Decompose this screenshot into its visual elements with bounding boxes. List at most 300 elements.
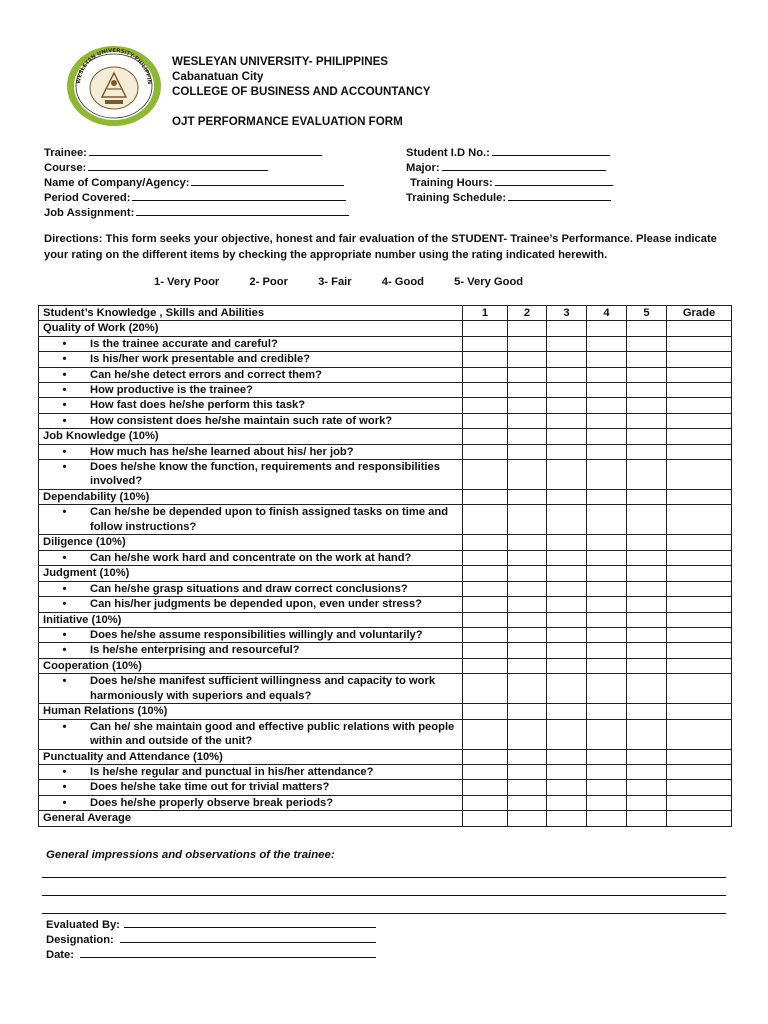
rating-cell-1[interactable] — [463, 597, 508, 612]
training-schedule-line[interactable] — [508, 188, 611, 201]
rating-cell-2[interactable] — [508, 795, 547, 810]
bullet-icon: • — [62, 445, 67, 458]
rating-cell-3[interactable] — [547, 658, 587, 673]
rating-cell-3[interactable] — [547, 490, 587, 505]
criterion-text: How fast does he/she perform this task? — [90, 399, 306, 412]
criterion-cell — [39, 336, 463, 351]
grade-cell[interactable] — [667, 352, 732, 367]
rating-cell-4[interactable] — [587, 367, 627, 382]
grade-cell[interactable] — [667, 490, 732, 505]
grade-cell[interactable] — [667, 795, 732, 810]
rating-cell-1[interactable] — [463, 429, 508, 444]
rating-cell-5[interactable] — [627, 764, 667, 779]
seal-ring-text: WESLEYAN UNIVERSITY-PHILIPPIN — [75, 47, 153, 85]
rating-cell-4[interactable] — [587, 780, 627, 795]
rating-cell-5[interactable] — [627, 704, 667, 719]
criterion-cell — [39, 550, 463, 565]
rating-cell-2[interactable] — [508, 490, 547, 505]
grade-cell[interactable] — [667, 811, 732, 826]
rating-cell-2[interactable] — [508, 674, 547, 704]
grade-cell[interactable] — [667, 550, 732, 565]
rating-cell-3[interactable] — [547, 764, 587, 779]
rating-cell-5[interactable] — [627, 444, 667, 459]
criterion-row — [39, 627, 732, 642]
rating-cell-5[interactable] — [627, 795, 667, 810]
rating-cell-4[interactable] — [587, 643, 627, 658]
rating-cell-4[interactable] — [587, 749, 627, 764]
rating-cell-1[interactable] — [463, 658, 508, 673]
grade-cell[interactable] — [667, 764, 732, 779]
rating-cell-4[interactable] — [587, 627, 627, 642]
evaluated-by-line[interactable] — [124, 915, 376, 928]
grade-cell[interactable] — [667, 780, 732, 795]
rating-cell-1[interactable] — [463, 674, 508, 704]
rating-cell-3[interactable] — [547, 352, 587, 367]
rating-cell-4[interactable] — [587, 352, 627, 367]
rating-cell-5[interactable] — [627, 566, 667, 581]
rating-cell-4[interactable] — [587, 444, 627, 459]
rating-cell-5[interactable] — [627, 505, 667, 535]
category-row — [39, 811, 732, 826]
bullet-icon: • — [62, 399, 67, 412]
rating-cell-3[interactable] — [547, 550, 587, 565]
rating-cell-2[interactable] — [508, 627, 547, 642]
rating-cell-5[interactable] — [627, 398, 667, 413]
rating-cell-3[interactable] — [547, 535, 587, 550]
rating-cell-4[interactable] — [587, 321, 627, 336]
rating-cell-5[interactable] — [627, 550, 667, 565]
impressions-line-2[interactable] — [42, 895, 726, 896]
bullet-icon: • — [62, 582, 67, 595]
rating-cell-4[interactable] — [587, 719, 627, 749]
category-row — [39, 658, 732, 673]
grade-cell[interactable] — [667, 336, 732, 351]
criterion-cell — [39, 597, 463, 612]
rating-cell-4[interactable] — [587, 581, 627, 596]
rating-cell-5[interactable] — [627, 674, 667, 704]
criterion-text: Is the trainee accurate and careful? — [90, 337, 278, 350]
criterion-row — [39, 597, 732, 612]
criterion-cell — [39, 780, 463, 795]
criterion-cell — [39, 460, 463, 490]
bullet-icon: • — [62, 720, 67, 733]
rating-cell-4[interactable] — [587, 764, 627, 779]
category-label: General Average — [39, 811, 463, 826]
rating-cell-2[interactable] — [508, 643, 547, 658]
rating-cell-4[interactable] — [587, 398, 627, 413]
course-line[interactable] — [88, 158, 268, 171]
rating-cell-4[interactable] — [587, 535, 627, 550]
category-row — [39, 612, 732, 627]
rating-cell-3[interactable] — [547, 383, 587, 398]
rating-cell-2[interactable] — [508, 429, 547, 444]
criterion-cell — [39, 795, 463, 810]
rating-cell-2[interactable] — [508, 749, 547, 764]
rating-cell-5[interactable] — [627, 811, 667, 826]
rating-cell-1[interactable] — [463, 612, 508, 627]
criterion-text: Can he/she grasp situations and draw correct conclusions? — [90, 582, 408, 595]
criterion-row — [39, 795, 732, 810]
rating-cell-3[interactable] — [547, 581, 587, 596]
header-criteria: Student’s Knowledge , Skills and Abilities — [39, 306, 463, 321]
rating-cell-1[interactable] — [463, 780, 508, 795]
rating-cell-2[interactable] — [508, 352, 547, 367]
category-row — [39, 749, 732, 764]
table-body — [39, 321, 732, 826]
grade-cell[interactable] — [667, 674, 732, 704]
training-schedule-field[interactable] — [406, 188, 611, 206]
category-label: Judgment (10%) — [39, 566, 463, 581]
rating-cell-2[interactable] — [508, 719, 547, 749]
rating-cell-2[interactable] — [508, 398, 547, 413]
rating-cell-2[interactable] — [508, 780, 547, 795]
criterion-text: How consistent does he/she maintain such rate of work? — [90, 414, 393, 427]
rating-cell-4[interactable] — [587, 550, 627, 565]
criterion-text: Does he/she know the function, requirements and responsibilities involved? — [90, 461, 440, 488]
rating-cell-2[interactable] — [508, 336, 547, 351]
rating-cell-4[interactable] — [587, 566, 627, 581]
rating-cell-1[interactable] — [463, 398, 508, 413]
rating-cell-5[interactable] — [627, 367, 667, 382]
rating-cell-3[interactable] — [547, 429, 587, 444]
grade-cell[interactable] — [667, 367, 732, 382]
category-row — [39, 490, 732, 505]
bullet-icon: • — [62, 796, 67, 809]
rating-cell-5[interactable] — [627, 352, 667, 367]
form-title: OJT PERFORMANCE EVALUATION FORM — [172, 115, 403, 128]
rating-cell-1[interactable] — [463, 627, 508, 642]
bullet-icon: • — [62, 461, 67, 474]
criterion-text: Is he/she regular and punctual in his/her attendance? — [90, 765, 374, 778]
rating-cell-4[interactable] — [587, 674, 627, 704]
grade-cell[interactable] — [667, 505, 732, 535]
criterion-cell — [39, 444, 463, 459]
rating-cell-3[interactable] — [547, 566, 587, 581]
header-rating-3: 3 — [547, 306, 587, 321]
rating-cell-3[interactable] — [547, 460, 587, 490]
rating-cell-3[interactable] — [547, 336, 587, 351]
rating-cell-5[interactable] — [627, 597, 667, 612]
header-grade: Grade — [667, 306, 732, 321]
grade-cell[interactable] — [667, 581, 732, 596]
rating-cell-5[interactable] — [627, 643, 667, 658]
rating-cell-3[interactable] — [547, 674, 587, 704]
criterion-cell — [39, 505, 463, 535]
rating-cell-1[interactable] — [463, 413, 508, 428]
rating-cell-5[interactable] — [627, 336, 667, 351]
scale-fair: 3- Fair — [318, 276, 352, 288]
grade-cell[interactable] — [667, 413, 732, 428]
grade-cell[interactable] — [667, 597, 732, 612]
bullet-icon: • — [62, 384, 67, 397]
rating-cell-1[interactable] — [463, 643, 508, 658]
criterion-cell — [39, 764, 463, 779]
category-row — [39, 704, 732, 719]
rating-cell-5[interactable] — [627, 719, 667, 749]
rating-cell-2[interactable] — [508, 505, 547, 535]
major-line[interactable] — [442, 158, 606, 171]
rating-cell-1[interactable] — [463, 581, 508, 596]
rating-cell-2[interactable] — [508, 383, 547, 398]
rating-cell-5[interactable] — [627, 581, 667, 596]
grade-cell[interactable] — [667, 444, 732, 459]
rating-cell-3[interactable] — [547, 612, 587, 627]
rating-cell-1[interactable] — [463, 367, 508, 382]
grade-cell[interactable] — [667, 627, 732, 642]
rating-cell-5[interactable] — [627, 658, 667, 673]
category-label: Human Relations (10%) — [39, 704, 463, 719]
criterion-text: Can his/her judgments be depended upon, even under stress? — [90, 598, 422, 611]
rating-cell-4[interactable] — [587, 336, 627, 351]
rating-cell-3[interactable] — [547, 321, 587, 336]
category-label: Job Knowledge (10%) — [39, 429, 463, 444]
rating-cell-1[interactable] — [463, 352, 508, 367]
rating-cell-3[interactable] — [547, 627, 587, 642]
criterion-text: Can he/ she maintain good and effective public relations with people within and outside of the unit? — [90, 720, 455, 747]
rating-cell-3[interactable] — [547, 413, 587, 428]
criterion-row — [39, 352, 732, 367]
rating-cell-1[interactable] — [463, 490, 508, 505]
course-label: Course: — [44, 162, 87, 174]
date-field[interactable] — [46, 945, 376, 963]
category-label: Quality of Work (20%) — [39, 321, 463, 336]
rating-cell-2[interactable] — [508, 566, 547, 581]
job-assignment-label: Job Assignment: — [44, 207, 135, 219]
criterion-row — [39, 505, 732, 535]
rating-cell-4[interactable] — [587, 413, 627, 428]
rating-cell-1[interactable] — [463, 719, 508, 749]
rating-cell-2[interactable] — [508, 444, 547, 459]
grade-cell[interactable] — [667, 643, 732, 658]
rating-cell-1[interactable] — [463, 444, 508, 459]
city-name: Cabanatuan City — [172, 70, 264, 83]
bullet-icon: • — [62, 414, 67, 427]
grade-cell[interactable] — [667, 612, 732, 627]
rating-cell-2[interactable] — [508, 764, 547, 779]
job-assignment-field[interactable] — [44, 203, 349, 221]
rating-cell-3[interactable] — [547, 597, 587, 612]
rating-cell-4[interactable] — [587, 383, 627, 398]
rating-cell-1[interactable] — [463, 460, 508, 490]
rating-cell-2[interactable] — [508, 460, 547, 490]
category-row — [39, 566, 732, 581]
bullet-icon: • — [62, 353, 67, 366]
company-line[interactable] — [191, 173, 344, 186]
period-label: Period Covered: — [44, 192, 131, 204]
scale-good: 4- Good — [381, 276, 425, 288]
rating-cell-4[interactable] — [587, 597, 627, 612]
rating-cell-3[interactable] — [547, 398, 587, 413]
grade-cell[interactable] — [667, 383, 732, 398]
period-line[interactable] — [132, 188, 346, 201]
trainee-line[interactable] — [89, 143, 322, 156]
rating-cell-4[interactable] — [587, 795, 627, 810]
rating-cell-2[interactable] — [508, 413, 547, 428]
rating-cell-5[interactable] — [627, 429, 667, 444]
job-assignment-line[interactable] — [136, 203, 349, 216]
criterion-row — [39, 367, 732, 382]
grade-cell[interactable] — [667, 321, 732, 336]
rating-cell-5[interactable] — [627, 749, 667, 764]
criterion-cell — [39, 413, 463, 428]
category-row — [39, 535, 732, 550]
criterion-row — [39, 780, 732, 795]
rating-cell-3[interactable] — [547, 367, 587, 382]
criterion-text: Does he/she assume responsibilities willingly and voluntarily? — [90, 628, 423, 641]
rating-cell-1[interactable] — [463, 535, 508, 550]
rating-cell-5[interactable] — [627, 490, 667, 505]
rating-cell-1[interactable] — [463, 383, 508, 398]
rating-cell-1[interactable] — [463, 336, 508, 351]
criterion-row — [39, 643, 732, 658]
rating-cell-1[interactable] — [463, 749, 508, 764]
rating-cell-5[interactable] — [627, 383, 667, 398]
criterion-row — [39, 444, 732, 459]
grade-cell[interactable] — [667, 704, 732, 719]
rating-cell-3[interactable] — [547, 444, 587, 459]
rating-cell-5[interactable] — [627, 535, 667, 550]
rating-cell-2[interactable] — [508, 581, 547, 596]
criterion-text: Does he/she take time out for trivial matters? — [90, 781, 330, 794]
rating-cell-3[interactable] — [547, 643, 587, 658]
criterion-text: Does he/she manifest sufficient willingness and capacity to work harmoniously with superiors and equals? — [90, 675, 436, 702]
header-rating-1: 1 — [463, 306, 508, 321]
rating-cell-4[interactable] — [587, 505, 627, 535]
bullet-icon: • — [62, 551, 67, 564]
category-label: Diligence (10%) — [39, 535, 463, 550]
criterion-row — [39, 719, 732, 749]
rating-cell-4[interactable] — [587, 612, 627, 627]
rating-cell-4[interactable] — [587, 460, 627, 490]
directions-label: Directions: — [44, 233, 103, 245]
rating-cell-4[interactable] — [587, 704, 627, 719]
criterion-cell — [39, 383, 463, 398]
rating-cell-3[interactable] — [547, 719, 587, 749]
criterion-row — [39, 460, 732, 490]
grade-cell[interactable] — [667, 535, 732, 550]
scale-very-good: 5- Very Good — [454, 276, 524, 288]
grade-cell[interactable] — [667, 460, 732, 490]
rating-cell-2[interactable] — [508, 550, 547, 565]
rating-cell-1[interactable] — [463, 505, 508, 535]
header-rating-2: 2 — [508, 306, 547, 321]
rating-cell-3[interactable] — [547, 811, 587, 826]
table-header-row — [39, 306, 732, 321]
date-label: Date: — [46, 949, 74, 961]
rating-cell-2[interactable] — [508, 704, 547, 719]
rating-cell-2[interactable] — [508, 612, 547, 627]
rating-cell-5[interactable] — [627, 413, 667, 428]
impressions-line-1[interactable] — [42, 877, 726, 878]
rating-cell-2[interactable] — [508, 811, 547, 826]
company-label: Name of Company/Agency: — [44, 177, 190, 189]
rating-cell-1[interactable] — [463, 566, 508, 581]
criterion-row — [39, 674, 732, 704]
directions-paragraph — [44, 232, 724, 263]
grade-cell[interactable] — [667, 719, 732, 749]
student-id-label: Student I.D No.: — [406, 147, 490, 159]
criterion-text: How productive is the trainee? — [90, 384, 253, 397]
grade-cell[interactable] — [667, 566, 732, 581]
rating-cell-2[interactable] — [508, 597, 547, 612]
training-hours-line[interactable] — [495, 173, 613, 186]
rating-cell-2[interactable] — [508, 321, 547, 336]
rating-cell-3[interactable] — [547, 795, 587, 810]
impressions-label: General impressions and observations of the trainee: — [46, 849, 335, 861]
grade-cell[interactable] — [667, 658, 732, 673]
bullet-icon: • — [62, 781, 67, 794]
rating-cell-5[interactable] — [627, 627, 667, 642]
criterion-text: Can he/she detect errors and correct them? — [90, 368, 322, 381]
criterion-cell — [39, 367, 463, 382]
category-row — [39, 429, 732, 444]
criterion-row — [39, 398, 732, 413]
rating-cell-1[interactable] — [463, 704, 508, 719]
major-label: Major: — [406, 162, 440, 174]
category-label: Cooperation (10%) — [39, 658, 463, 673]
rating-cell-1[interactable] — [463, 550, 508, 565]
rating-cell-5[interactable] — [627, 780, 667, 795]
rating-cell-5[interactable] — [627, 460, 667, 490]
grade-cell[interactable] — [667, 398, 732, 413]
rating-cell-4[interactable] — [587, 811, 627, 826]
bullet-icon: • — [62, 628, 67, 641]
rating-cell-1[interactable] — [463, 795, 508, 810]
bullet-icon: • — [62, 765, 67, 778]
impressions-line-3[interactable] — [42, 913, 726, 914]
criterion-row — [39, 383, 732, 398]
evaluation-table — [38, 305, 732, 827]
grade-cell[interactable] — [667, 429, 732, 444]
rating-cell-3[interactable] — [547, 749, 587, 764]
rating-cell-1[interactable] — [463, 764, 508, 779]
criterion-cell — [39, 627, 463, 642]
rating-cell-2[interactable] — [508, 367, 547, 382]
criterion-cell — [39, 674, 463, 704]
rating-cell-2[interactable] — [508, 658, 547, 673]
bullet-icon: • — [62, 675, 67, 688]
rating-cell-5[interactable] — [627, 612, 667, 627]
grade-cell[interactable] — [667, 749, 732, 764]
rating-cell-4[interactable] — [587, 429, 627, 444]
designation-line[interactable] — [120, 930, 376, 943]
designation-label: Designation: — [46, 934, 114, 946]
rating-cell-4[interactable] — [587, 490, 627, 505]
rating-cell-5[interactable] — [627, 321, 667, 336]
bullet-icon: • — [62, 506, 67, 519]
criterion-cell — [39, 352, 463, 367]
rating-cell-3[interactable] — [547, 780, 587, 795]
rating-cell-4[interactable] — [587, 658, 627, 673]
criterion-text: Is his/her work presentable and credible? — [90, 353, 311, 366]
student-id-line[interactable] — [492, 143, 610, 156]
rating-cell-1[interactable] — [463, 321, 508, 336]
rating-cell-3[interactable] — [547, 505, 587, 535]
evaluated-by-label: Evaluated By: — [46, 919, 120, 931]
date-line[interactable] — [80, 945, 376, 958]
criterion-row — [39, 336, 732, 351]
rating-scale — [154, 276, 523, 288]
bullet-icon: • — [62, 337, 67, 350]
criterion-cell — [39, 581, 463, 596]
rating-cell-3[interactable] — [547, 704, 587, 719]
criterion-row — [39, 581, 732, 596]
directions-text: This form seeks your objective, honest and fair evaluation of the STUDENT- Trainee’s Performance. Please indicate your rating on the different items by checking the appropriate number using the rating indicated herewith. — [44, 233, 717, 261]
rating-cell-2[interactable] — [508, 535, 547, 550]
criterion-text: How much has he/she learned about his/ her job? — [90, 445, 354, 458]
criterion-row — [39, 413, 732, 428]
rating-cell-1[interactable] — [463, 811, 508, 826]
